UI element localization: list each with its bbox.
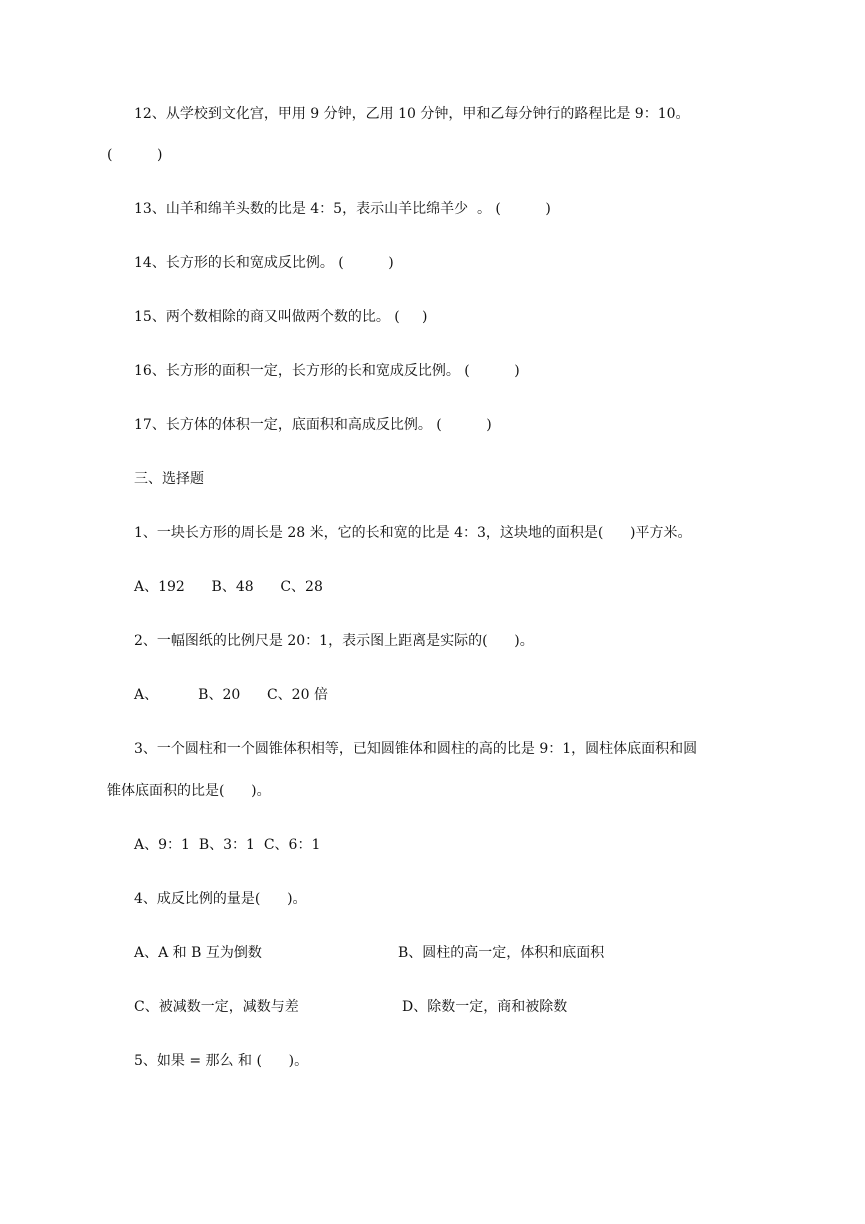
choice-question-3-options: A、9：1 B、3：1 C、6：1	[134, 837, 321, 853]
question-14: 14、长方形的长和宽成反比例。 ( )	[134, 255, 394, 271]
choice-question-2-options: A、 B、20 C、20 倍	[134, 687, 328, 703]
question-13: 13、山羊和绵羊头数的比是 4：5，表示山羊比绵羊少 。 ( )	[134, 201, 551, 217]
question-12-answer-blank: ( )	[107, 147, 163, 163]
choice-question-4: 4、成反比例的量是( )。	[134, 891, 307, 907]
section-title-choice: 三、选择题	[134, 471, 204, 487]
question-12-line1: 12、从学校到文化宫，甲用 9 分钟，乙用 10 分钟，甲和乙每分钟行的路程比是 9：10。	[134, 106, 690, 122]
choice-question-4-option-a: A、A 和 B 互为倒数	[134, 945, 262, 961]
question-17: 17、长方体的体积一定，底面积和高成反比例。 ( )	[134, 417, 492, 433]
question-16: 16、长方形的面积一定，长方形的长和宽成反比例。 ( )	[134, 363, 520, 379]
choice-question-4-option-d: D、除数一定，商和被除数	[402, 999, 568, 1015]
choice-question-3-line2: 锥体底面积的比是( )。	[107, 783, 271, 799]
choice-question-1-options: A、192 B、48 C、28	[134, 579, 323, 595]
choice-question-5: 5、如果 = 那么 和 ( )。	[134, 1053, 309, 1069]
choice-question-4-option-b: B、圆柱的高一定，体积和底面积	[398, 945, 605, 961]
question-15: 15、两个数相除的商又叫做两个数的比。 ( )	[134, 309, 428, 325]
choice-question-4-option-c: C、被减数一定，减数与差	[134, 999, 299, 1015]
choice-question-3-line1: 3、一个圆柱和一个圆锥体积相等，已知圆锥体和圆柱的高的比是 9：1，圆柱体底面积和圆	[134, 741, 698, 757]
choice-question-2: 2、一幅图纸的比例尺是 20：1，表示图上距离是实际的( )。	[134, 633, 534, 649]
choice-question-1: 1、一块长方形的周长是 28 米，它的长和宽的比是 4：3，这块地的面积是( )平方米。	[134, 525, 692, 541]
